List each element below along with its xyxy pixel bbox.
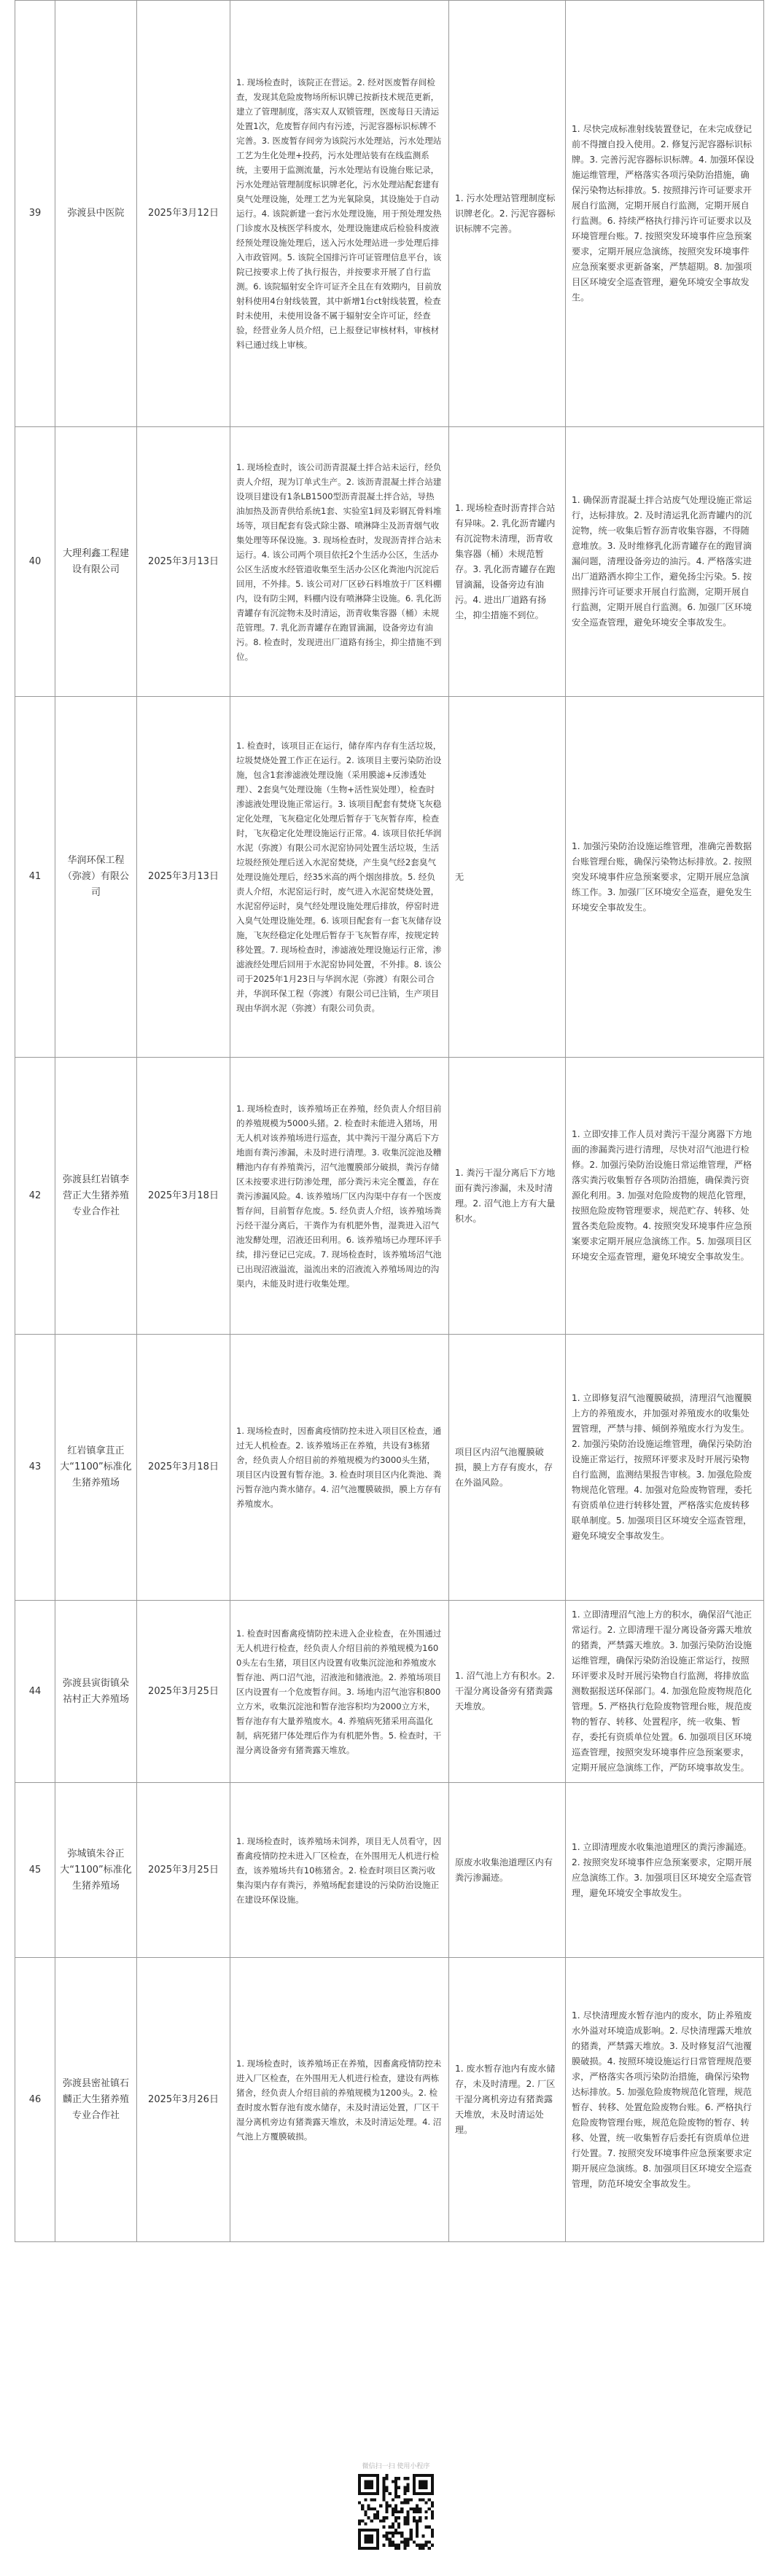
- inspection-findings: 1. 现场检查时，该养殖场正在养殖，经负责人介绍目前的养殖规模为5000头猪。2. 检查时未能进入猪场，用无人机对该养殖场进行巡查，其中粪污干湿分离后下方地面有粪污渗漏，未及时进行清理。3. 收集沉淀池及糟糟池内存有养殖粪污，沼气池覆膜部分破损，粪污存储区未按要求进行防渗处理，部分粪污未完全覆盖，存在粪污渗漏风险。4. 该养殖场厂区内沟渠中存有一个医废暂存间，目前暂存危废。5. 经负责人介绍，该养殖场粪污经干湿分离后，干粪作为有机肥外售，湿粪进入沼气池发酵处理，沼液还田利用。6. 该养殖场已办理环评手续，排污登记已完成。7. 现场检查时，该养殖场沼气池已出现沼液溢流，溢流出来的沼液流入养殖场周边的沟渠内，未能及时进行收集处理。: [230, 1058, 449, 1335]
- problem-list: 1. 现场检查时沥青拌合站有异味。2. 乳化沥青罐内有沉淀物未清理，沥青收集容器（桶）未规范暂存。3. 乳化沥青罐存在跑冒滴漏，设备旁边有油污。4. 进出厂道路有扬尘，抑尘措施不到位。: [449, 427, 566, 697]
- row-number: 40: [15, 427, 55, 697]
- inspection-date: 2025年3月18日: [137, 1335, 230, 1601]
- inspection-date: 2025年3月13日: [137, 697, 230, 1058]
- inspection-date: 2025年3月18日: [137, 1058, 230, 1335]
- inspection-rows: [15, 1, 764, 2242]
- inspection-date: 2025年3月12日: [137, 1, 230, 427]
- rectification-requirements: 1. 尽快完成标准射线装置登记，在未完成登记前不得擅自投入使用。2. 修复污泥容器标识标牌。3. 完善污泥容器标识标牌。4. 加强环保设施运维管理，严格落实各项污染防治措施，确保污染物达标排放。5. 按照排污许可证要求开展自行监测，定期开展自行监测，定期开展自行监测。6. 持续严格执行排污许可证要求以及环境管理台账。7. 按照突发环境事件应急预案要求，定期开展应急演练，按照突发环境事件应急预案要求更新备案，严禁超期。8. 加强项目区环境安全巡查管理，避免环境安全事故发生。: [566, 1, 764, 427]
- rectification-requirements: 1. 立即修复沼气池覆膜破损，清理沼气池覆膜上方的养殖废水，并加强对养殖废水的收集处置管理，严禁与排、倾倒养殖废水行为发生。2. 加强污染防治设施运维管理，确保污染防治设施正常运行，按照环评要求及时开展污染物自行监测，监测结果报告审核。3. 加强危险废物规范化管理。4. 加强对危险废物管理，委托有资质单位进行转移处置，严格落实危废转移联单制度。5. 加强项目区环境安全巡查管理，避免环境安全事故发生。: [566, 1335, 764, 1601]
- table-row: [15, 1958, 764, 2242]
- inspection-findings: 1. 现场检查时，该养殖场正在养殖，因畜禽疫情防控未进入厂区检查，在外围用无人机进行检查，建设有两栋猪舍，经负责人介绍目前的养殖规模为1200头。2. 检查时废水暂存池有废水储存，未及时清运处置，厂区干湿分离机旁边有猪粪露天堆放，未及时清运处理。4. 沼气池上方覆膜破损。: [230, 1958, 449, 2242]
- rectification-requirements: 1. 尽快清理废水暂存池内的废水，防止养殖废水外溢对环境造成影响。2. 尽快清理露天堆放的猪粪，严禁露天堆放。3. 及时修复沼气池覆膜破损。4. 按照环境设施运行日常管理规范要求，严格落实各项污染防治措施，确保污染物达标排放。5. 加强危险废物规范化管理，规范暂存、转移、处置危险废物台账。6. 严格执行危险废物管理台账，规范危险废物的暂存、转移、处置，统一收集暂存后委托有资质单位进行处置。7. 按照突发环境事件应急预案要求定期开展应急演练。8. 加强项目区环境安全巡查管理，防范环境安全事故发生。: [566, 1958, 764, 2242]
- table-row: [15, 1783, 764, 1958]
- problem-list: 1. 粪污干湿分离后下方地面有粪污渗漏，未及时清理。2. 沼气池上方有大量积水。: [449, 1058, 566, 1335]
- rectification-requirements: 1. 加强污染防治设施运维管理，准确完善数据台账管理台账，确保污染物达标排放。2. 按照突发环境事件应急预案要求，定期开展应急演练工作。3. 加强厂区环境安全巡查，避免发生环境安全事故发生。: [566, 697, 764, 1058]
- row-number: 45: [15, 1783, 55, 1958]
- inspection-table-sheet: [15, 0, 763, 2242]
- qr-code-block: [356, 2462, 436, 2550]
- inspection-findings: 1. 检查时因畜禽疫情防控未进入企业检查，在外围通过无人机进行检查，经负责人介绍目前的养殖规模为1600头左右生猪，项目区内设置有收集沉淀池和养殖废水暂存池、两口沼气池，沼液池和储液池。2. 养殖场项目区内设置有一个危废暂存间。3. 场地内沼气池容积800立方米，收集沉淀池和暂存池容积均为2000立方米，暂存池存有大量养殖废水。4. 养殖病死猪采用高温化制，病死猪尸体处理后作为有机肥外售。5. 检查时，干湿分离设备旁有猪粪露天堆放。: [230, 1601, 449, 1783]
- table-row: [15, 427, 764, 697]
- inspection-table: [15, 0, 764, 2242]
- problem-list: 1. 污水处理站管理制度标识牌老化。2. 污泥容器标识标牌不完善。: [449, 1, 566, 427]
- row-number: 46: [15, 1958, 55, 2242]
- table-row: [15, 1601, 764, 1783]
- inspection-date: 2025年3月25日: [137, 1601, 230, 1783]
- unit-name: 弥城镇朱谷正大“1100”标准化生猪养殖场: [55, 1783, 137, 1958]
- problem-list: 1. 沼气池上方有积水。2. 干湿分离设备旁有猪粪露天堆放。: [449, 1601, 566, 1783]
- unit-name: 弥渡县寅街镇朵祜村正大养殖场: [55, 1601, 137, 1783]
- table-row: [15, 1058, 764, 1335]
- rectification-requirements: 1. 立即安排工作人员对粪污干湿分离器下方地面的渗漏粪污进行清理，尽快对沼气池进行检修。2. 加强污染防治设施日常运维管理，严格落实粪污收集暂存各项防治措施，确保粪污资源化利用。3. 加强对危险废物的规范化管理，按照危险废物管理要求，规范贮存、转移、处置各类危险废物。4. 按照突发环境事件应急预案要求定期开展应急演练工作。5. 加强项目区环境安全巡查管理，避免环境安全事故发生。: [566, 1058, 764, 1335]
- qr-caption: 微信扫一扫 使用小程序: [362, 2463, 430, 2470]
- problem-list: 项目区内沼气池覆膜破损，膜上方存有废水，存在外溢风险。: [449, 1335, 566, 1601]
- row-number: 41: [15, 697, 55, 1058]
- inspection-findings: 1. 现场检查时，该公司沥青混凝土拌合站未运行，经负责人介绍，现为订单式生产。2. 该沥青混凝土拌合站建设项目建设有1条LB1500型沥青混凝土拌合站，导热油加热及沥青供给系统1套、实验室1间及彩钢瓦骨料堆场等，项目配套有袋式除尘器、喷淋降尘及沥青烟气收集处理等环保设施。3. 现场检查时，发现沥青拌合站未运行。4. 该公司两个项目依托2个生活办公区，生活办公区生活废水经管道收集至生活办公区化粪池内沉淀后回用，不外排。5. 该公司对厂区砂石料堆放于厂区料棚内，设有防尘网，料棚内设有喷淋降尘设施。6. 乳化沥青罐存有沉淀物未及时清运，沥青收集容器（桶）未规范管理。7. 乳化沥青罐存在跑冒滴漏，设备旁边有油污。8. 检查时，发现进出厂道路有扬尘，抑尘措施不到位。: [230, 427, 449, 697]
- problem-list: 1. 废水暂存池内有废水储存，未及时清理。2. 厂区干湿分离机旁边有猪粪露天堆放，未及时清运处理。: [449, 1958, 566, 2242]
- table-row: [15, 1335, 764, 1601]
- inspection-findings: 1. 现场检查时，因畜禽疫情防控未进入项目区检查，通过无人机检查。2. 该养殖场正在养殖，共设有3栋猪舍，经负责人介绍目前的养殖规模为约3000头生猪，项目区内设置有暂存池。3. 检查时项目区内化粪池、粪污暂存池内粪水储存。4. 沼气池覆膜破损，膜上方存有养殖废水。: [230, 1335, 449, 1601]
- inspection-findings: 1. 现场检查时，该院正在营运。2. 经对医废暂存间检查，发现其危险废物场所标识牌已按新技术规范更新，建立了管理制度，落实双人双锁管理，医废每日天清运处置1次，危废暂存间内有污迹，污泥容器标识标牌不完善。3. 医废暂存间旁为该院污水处理站，污水处理站工艺为生化处理+投药，污水处理站装有在线监测系统，主要用于监测流量，污水处理站有设施台账记录，污水处理站管理制度标识牌老化，污水处理站配套建有臭气处理设施，处理工艺为光氧除臭，其设施处于自动运行。4. 该院新建一套污水处理设施，用于预处理发热门诊废水及核医学科废水，处理设施建成后检验科废液经预处理设施处理后，送入污水处理站进一步处理后排入市政管网。5. 该院全国排污许可证管理信息平台，该院已按要求上传了执行报告，并按要求开展了自行监测。6. 该院辐射安全许可证齐全且在有效期内，目前放射科使用4台射线装置，其中新增1台ct射线装置，检查时未使用，未使用设备不属于辐射安全许可证，经查验，经营业务人员介绍，已上报登记审核材料，审核材料已通过线上审核。: [230, 1, 449, 427]
- unit-name: 红岩镇拿苴正大“1100”标准化生猪养殖场: [55, 1335, 137, 1601]
- inspection-date: 2025年3月25日: [137, 1783, 230, 1958]
- rectification-requirements: 1. 立即清理废水收集池道理区的粪污渗漏迹。2. 按照突发环境事件应急预案要求，定期开展应急演练工作。3. 加强项目区环境安全巡查管理，避免环境安全事故发生。: [566, 1783, 764, 1958]
- unit-name: 弥渡县红岩镇李营正大生猪养殖专业合作社: [55, 1058, 137, 1335]
- unit-name: 大理利鑫工程建设有限公司: [55, 427, 137, 697]
- row-number: 39: [15, 1, 55, 427]
- problem-list: 无: [449, 697, 566, 1058]
- row-number: 42: [15, 1058, 55, 1335]
- row-number: 44: [15, 1601, 55, 1783]
- problem-list: 原废水收集池道理区内有粪污渗漏迹。: [449, 1783, 566, 1958]
- inspection-date: 2025年3月26日: [137, 1958, 230, 2242]
- inspection-findings: 1. 现场检查时，该养殖场未饲养，项目无人员看守，因畜禽疫情防控未进入厂区检查，在外围用无人机进行检查，该养殖场共有10栋猪舍。2. 检查时项目区粪污收集沟渠内存有粪污，养殖场配套建设的污染防治设施正在建设环保设施。: [230, 1783, 449, 1958]
- table-row: [15, 1, 764, 427]
- inspection-findings: 1. 检查时，该项目正在运行，储存库内存有生活垃圾，垃圾焚烧处置工作正在运行。2. 该项目主要污染防治设施，包含1套渗滤液处理设施（采用膜滤+反渗透处理）、2套臭气处理设施（生物+活性炭处理），检查时渗滤液处理设施正常运行。3. 该项目配套有焚烧飞灰稳定化处理，飞灰稳定化处理后暂存于飞灰暂存库，检查时，飞灰稳定化处理设施运行正常。4. 该项目依托华润水泥（弥渡）有限公司水泥窑协同处置生活垃圾，生活垃圾经预处理后送入水泥窑焚烧，产生臭气经2套臭气处理设施处理后，经35米高的两个烟囱排放。5. 经负责人介绍，水泥窑运行时，废气进入水泥窑焚烧处置，水泥窑停运时，臭气经处理设施处理后排放，停窑时进入臭气处理设施处理。6. 该项目配套有一套飞灰储存设施，飞灰经稳定化处理后暂存于飞灰暂存库，按规定转移处置。7. 现场检查时，渗滤液处理设施运行正常，渗滤液经处理后回用于水泥窑协同处置，不外排。8. 该公司于2025年1月23日与华润水泥（弥渡）有限公司合并，华润环保工程（弥渡）有限公司已注销，生产项目现由华润水泥（弥渡）有限公司负责。: [230, 697, 449, 1058]
- inspection-date: 2025年3月13日: [137, 427, 230, 697]
- rectification-requirements: 1. 立即清理沼气池上方的积水，确保沼气池正常运行。2. 立即清理干湿分离设备旁露天堆放的猪粪，严禁露天堆放。3. 加强污染防治设施运维管理，确保污染防治设施正常运行，按照环评要求及时开展污染物自行监测，将排放监测数据报送环保部门。4. 加强危险废物规范化管理。5. 严格执行危险废物管理台账，规范废物的暂存、转移、处置程序，统一收集、暂存，委托有资质单位处置。6. 加强项目区环境巡查管理，按照突发环境事件应急预案要求，定期开展应急演练工作，严防环境事故发生。: [566, 1601, 764, 1783]
- unit-name: 华润环保工程（弥渡）有限公司: [55, 697, 137, 1058]
- table-row: [15, 697, 764, 1058]
- qr-code-icon: [358, 2474, 434, 2550]
- unit-name: 弥渡县密祉镇石麟正大生猪养殖专业合作社: [55, 1958, 137, 2242]
- rectification-requirements: 1. 确保沥青混凝土拌合站废气处理设施正常运行，达标排放。2. 及时清运乳化沥青罐内的沉淀物，统一收集后暂存沥青收集容器，不得随意堆放。3. 及时维修乳化沥青罐存在的跑冒滴漏问题，清理设备旁边的油污。4. 严格落实进出厂道路洒水抑尘工作，避免扬尘污染。5. 按照排污许可证要求开展自行监测，定期开展自行监测，定期开展自行监测。6. 加强厂区环境安全巡查管理，避免环境安全事故发生。: [566, 427, 764, 697]
- unit-name: 弥渡县中医院: [55, 1, 137, 427]
- row-number: 43: [15, 1335, 55, 1601]
